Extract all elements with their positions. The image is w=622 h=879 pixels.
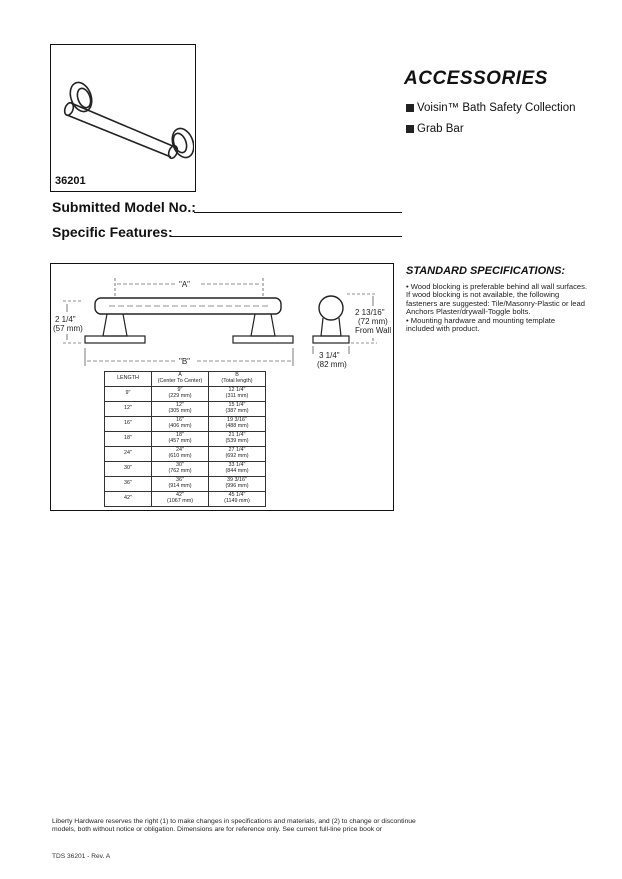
projection-millimeters: (72 mm) (358, 317, 388, 326)
table-header-cell: A (Center To Center) (152, 372, 209, 387)
table-row (105, 477, 266, 492)
specifications-list (406, 283, 618, 333)
b-cell: 33 1/4" (844 mm) (209, 462, 266, 477)
specifications-heading: STANDARD SPECIFICATIONS: (406, 265, 566, 277)
length-cell: 36" (105, 477, 152, 492)
table-row (105, 492, 266, 507)
dimension-label-a: "A" (179, 280, 191, 289)
length-cell: 42" (105, 492, 152, 507)
b-cell: 45 1/4" (1149 mm) (209, 492, 266, 507)
spec-line: • Wood blocking is preferable behind all wall surfaces. (406, 282, 588, 291)
spec-line: If wood blocking is not available, the following (406, 290, 560, 300)
a-cell: 12" (305 mm) (152, 402, 209, 417)
b-cell: 21 1/4" (539 mm) (209, 432, 266, 447)
product-image-box (50, 44, 196, 192)
submitted-model-field[interactable] (194, 212, 402, 213)
b-cell: 15 1/4" (387 mm) (209, 402, 266, 417)
flange-millimeters: (82 mm) (317, 360, 347, 369)
page-title: ACCESSORIES (404, 68, 548, 89)
product-type: Grab Bar (417, 123, 464, 135)
spec-line: • Mounting hardware and mounting template (406, 315, 556, 325)
length-cell: 9" (105, 387, 152, 402)
model-number: 36201 (55, 175, 86, 187)
table-row (105, 447, 266, 462)
b-cell: 39 3/16" (996 mm) (209, 477, 266, 492)
a-cell: 24" (610 mm) (152, 447, 209, 462)
collection-line (406, 102, 576, 114)
table-row (105, 462, 266, 477)
a-cell: 16" (406 mm) (152, 417, 209, 432)
table-row (105, 417, 266, 432)
table-header-cell: B (Total length) (209, 372, 266, 387)
footer-disclaimer (52, 818, 452, 834)
grab-bar-illustration (51, 45, 194, 190)
spec-line: Anchors Plaster/drywall-Toggle bolts. (406, 307, 531, 317)
table-row (105, 432, 266, 447)
b-cell: 19 3/16" (488 mm) (209, 417, 266, 432)
flange-inches: 3 1/4" (319, 351, 340, 360)
table-header-cell: LENGTH (105, 372, 152, 387)
bar-side-view (319, 296, 343, 320)
spec-line: included with product. (406, 324, 480, 334)
specific-features-label: Specific Features: (52, 224, 173, 240)
height-millimeters: (57 mm) (53, 324, 83, 333)
a-cell: 30" (762 mm) (152, 462, 209, 477)
table-header-row (105, 372, 266, 387)
height-inches: 2 1/4" (55, 315, 76, 324)
b-cell: 12 1/4" (311 mm) (209, 387, 266, 402)
square-bullet-icon (406, 125, 414, 133)
length-cell: 16" (105, 417, 152, 432)
projection-inches: 2 13/16" (355, 308, 385, 317)
specific-features-field[interactable] (171, 236, 402, 237)
a-cell: 42" (1067 mm) (152, 492, 209, 507)
collection-name: Voisin™ Bath Safety Collection (417, 102, 576, 114)
square-bullet-icon (406, 104, 414, 112)
size-table (104, 371, 266, 507)
length-cell: 24" (105, 447, 152, 462)
a-cell: 18" (457 mm) (152, 432, 209, 447)
dimension-label-b: "B" (179, 357, 191, 366)
table-row (105, 387, 266, 402)
footer-line: models, both without notice or obligation. Dimensions are for reference only. See current full-line price book or (52, 826, 383, 833)
spec-line: fasteners are suggested: Tile/Masonry-Plastic or lead (406, 298, 585, 308)
footer-line: Liberty Hardware reserves the right (1) to make changes in specifications and materials, and (2) to change or discontinue (52, 818, 416, 825)
table-row (105, 402, 266, 417)
length-cell: 18" (105, 432, 152, 447)
a-cell: 36" (914 mm) (152, 477, 209, 492)
length-cell: 30" (105, 462, 152, 477)
submitted-model-label: Submitted Model No.: (52, 199, 196, 215)
length-cell: 12" (105, 402, 152, 417)
document-revision: TDS 36201 - Rev. A (52, 853, 111, 860)
b-cell: 27 1/4" (692 mm) (209, 447, 266, 462)
a-cell: 9" (229 mm) (152, 387, 209, 402)
projection-note: From Wall (355, 326, 392, 335)
product-type-line (406, 123, 464, 135)
